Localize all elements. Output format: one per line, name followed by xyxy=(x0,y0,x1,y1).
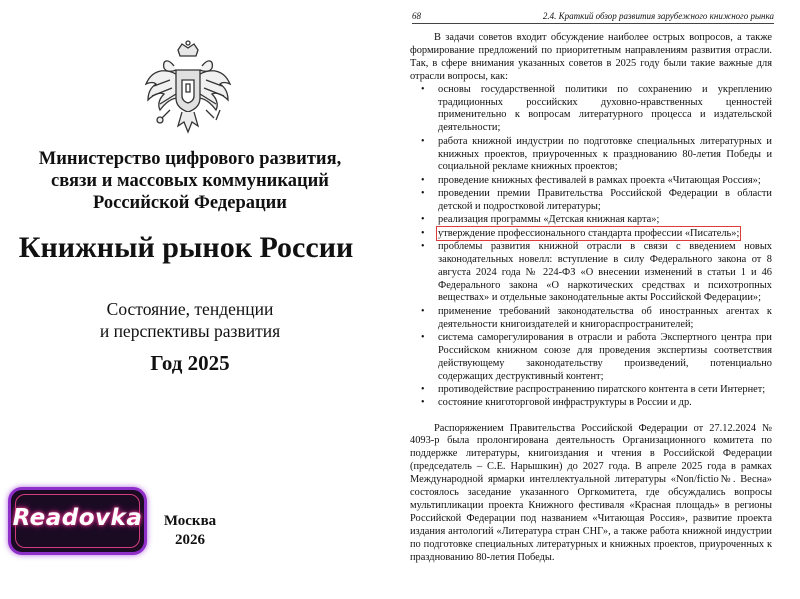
book-subtitle xyxy=(10,298,370,342)
list-item: • система саморегулирования в отрасли и работа Экспертного центра при Российском книжном союзе для проведения экспертизы соответствия действующему законодательству произведений, потенциально содержащих деструктивный контент; xyxy=(421,331,772,382)
section-title: 2.4. Краткий обзор развития зарубежного книжного рынка xyxy=(542,11,774,21)
list-item: • основы государственной политики по сохранению и укреплению традиционных российских духовно-нравственных ценностей применительно к вопросам литературного процесса и издательской деятельности; xyxy=(421,83,772,134)
bullet-icon: • xyxy=(421,227,425,239)
bullet-icon: • xyxy=(421,214,425,226)
ministry-line: связи и массовых коммуникаций xyxy=(51,171,329,191)
page-body xyxy=(410,32,772,565)
ministry-line: Министерство цифрового развития, xyxy=(38,149,342,169)
bullet-icon: • xyxy=(421,174,425,186)
list-item: • проблемы развития книжной отрасли в связи с введением новых законодательных новелл: вступление в силу Федерального закона от 8 августа 2024 года № 224-ФЗ «О внесении изменений в статьи 1 и 46 Федерального закона «О наркотических средствах и психотропных веществах» и отдельные законодательные акты Российской Федерации»; xyxy=(421,240,772,304)
bullet-icon: • xyxy=(421,305,425,317)
bullet-icon: • xyxy=(421,383,425,395)
list-item: • работа книжной индустрии по подготовке специальных литературных и книжных проектов, приуроченных к празднованию 80-летия Победы и социальной рекламе книжных проектов; xyxy=(421,135,772,173)
city: Москва xyxy=(163,513,217,529)
bullet-icon: • xyxy=(421,240,425,252)
subtitle-line: Состояние, тенденции xyxy=(106,299,274,319)
list-item: • применение требований законодательства об иностранных агентах к деятельности книгоиздателей и книгораспространителей; xyxy=(421,305,772,330)
publication-year: 2026 xyxy=(175,532,205,548)
list-item-highlighted xyxy=(410,228,772,241)
subtitle-line: и перспективы развития xyxy=(99,321,281,341)
watermark-logo-text: Readovka xyxy=(12,505,143,531)
list-item: • проведении премии Правительства Российской Федерации в области детской и подростковой литературы; xyxy=(421,188,772,212)
list-item: • проведение книжных фестивалей в рамках проекта «Читающая Россия»; xyxy=(421,174,761,186)
bullet-icon: • xyxy=(421,188,425,200)
highlight-box: утверждение профессионального стандарта профессии «Писатель»; xyxy=(438,227,740,239)
ministry-line: Российской Федерации xyxy=(93,193,287,213)
imprint xyxy=(130,512,250,550)
paragraph-spacer xyxy=(410,411,772,423)
double-headed-eagle-icon xyxy=(140,40,236,136)
list-item: • реализация программы «Детская книжная карта»; xyxy=(421,214,660,226)
bullet-icon: • xyxy=(421,135,425,147)
ministry-name xyxy=(10,148,370,214)
page-number: 68 xyxy=(412,11,421,21)
book-cover xyxy=(0,0,392,599)
list-item: • состояние книготорговой инфраструктуры в России и др. xyxy=(421,397,692,409)
bullet-icon: • xyxy=(421,83,425,95)
bullet-icon: • xyxy=(421,331,425,343)
bullet-icon: • xyxy=(421,397,425,409)
watermark-badge xyxy=(8,487,147,555)
running-header xyxy=(412,10,774,24)
list-item: • противодействие распространению пиратского контента в сети Интернет; xyxy=(421,383,766,395)
report-year: Год 2025 xyxy=(150,351,230,375)
document-page xyxy=(406,0,800,599)
closing-paragraph: Распоряжением Правительства Российской Федерации от 27.12.2024 № 4093-р была пролонгирована деятельность Организационного комитета по поддержке литературы, книгоиздания и чтения в Российской Федерации (председатель – С.Е. Нарышкин) до 2027 года. В апреле 2025 года в рамках Международной ярмарки интеллектуальной литературы «Non/fictio№. Весна» состоялось заседание указанного Оргкомитета, где обсуждались вопросы мультипликации проекта Книжного фестиваля «Красная площадь» в регионы Российской Федерации под названием «Читающая Россия», развитие проекта издания антологий «Литература стран СНГ», а также работа книжной индустрии по подготовке специальных литературных и книжных проектов, приуроченных к празднованию 80-летия Победы. xyxy=(410,422,772,563)
topics-list xyxy=(410,84,772,411)
book-title: Книжный рынок России xyxy=(18,231,354,264)
intro-paragraph: В задачи советов входит обсуждение наиболее острых вопросов, а также формирование предложений по приоритетным направлениям развития отрасли. Так, в сфере внимания указанных советов в 2025 году были такие важные для отрасли вопросы, как: xyxy=(410,32,772,82)
